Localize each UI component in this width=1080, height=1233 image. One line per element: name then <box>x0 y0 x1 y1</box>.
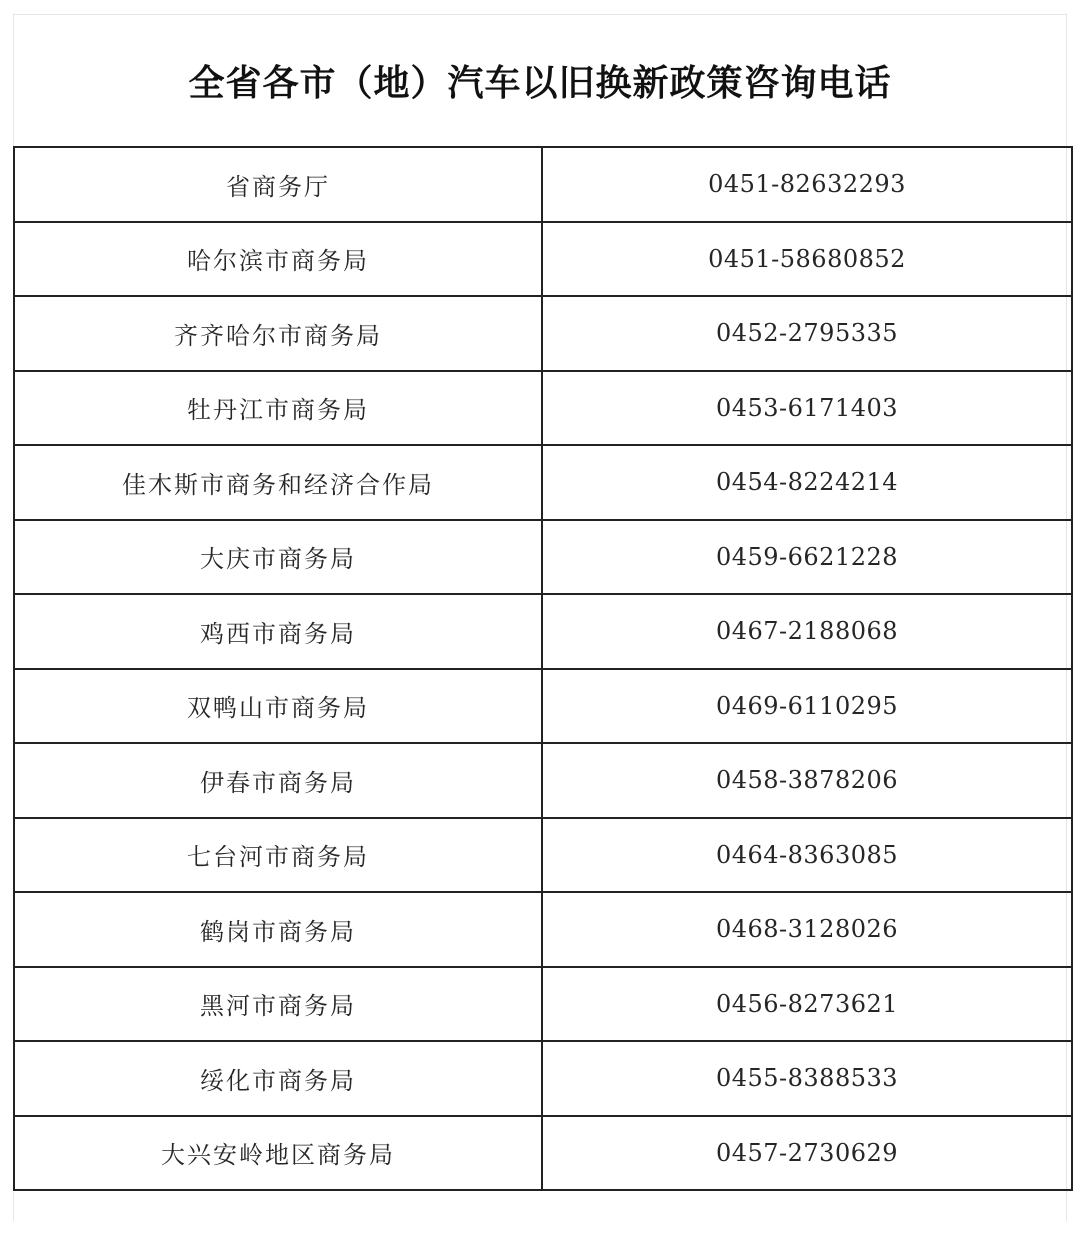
contacts-table <box>13 146 1073 1191</box>
org-name-cell: 鸡西市商务局 <box>14 594 542 669</box>
org-name-cell: 齐齐哈尔市商务局 <box>14 296 542 371</box>
org-name-cell: 省商务厅 <box>14 147 542 222</box>
phone-number-cell: 0464-8363085 <box>542 818 1072 893</box>
org-name-cell: 绥化市商务局 <box>14 1041 542 1116</box>
table-row <box>14 296 1072 371</box>
phone-number-cell: 0469-6110295 <box>542 669 1072 744</box>
phone-number-cell: 0455-8388533 <box>542 1041 1072 1116</box>
phone-number-cell: 0454-8224214 <box>542 445 1072 520</box>
org-name-cell: 大庆市商务局 <box>14 520 542 595</box>
table-row <box>14 669 1072 744</box>
contacts-table-body <box>14 147 1072 1190</box>
org-name-cell: 鹤岗市商务局 <box>14 892 542 967</box>
org-name-cell: 七台河市商务局 <box>14 818 542 893</box>
org-name-cell: 哈尔滨市商务局 <box>14 222 542 297</box>
phone-number-cell: 0457-2730629 <box>542 1116 1072 1191</box>
org-name-cell: 黑河市商务局 <box>14 967 542 1042</box>
org-name-cell: 大兴安岭地区商务局 <box>14 1116 542 1191</box>
phone-number-cell: 0451-58680852 <box>542 222 1072 297</box>
phone-number-cell: 0459-6621228 <box>542 520 1072 595</box>
phone-number-cell: 0458-3878206 <box>542 743 1072 818</box>
table-row <box>14 147 1072 222</box>
phone-number-cell: 0453-6171403 <box>542 371 1072 446</box>
table-row <box>14 743 1072 818</box>
org-name-cell: 佳木斯市商务和经济合作局 <box>14 445 542 520</box>
phone-number-cell: 0468-3128026 <box>542 892 1072 967</box>
phone-number-cell: 0467-2188068 <box>542 594 1072 669</box>
table-row <box>14 371 1072 446</box>
table-row <box>14 520 1072 595</box>
table-row <box>14 892 1072 967</box>
table-row <box>14 594 1072 669</box>
org-name-cell: 双鸭山市商务局 <box>14 669 542 744</box>
org-name-cell: 伊春市商务局 <box>14 743 542 818</box>
document-title: 全省各市（地）汽车以旧换新政策咨询电话 <box>188 62 892 104</box>
org-name-cell: 牡丹江市商务局 <box>14 371 542 446</box>
table-row <box>14 1116 1072 1191</box>
table-row <box>14 818 1072 893</box>
phone-number-cell: 0456-8273621 <box>542 967 1072 1042</box>
table-row <box>14 445 1072 520</box>
phone-number-cell: 0452-2795335 <box>542 296 1072 371</box>
phone-number-cell: 0451-82632293 <box>542 147 1072 222</box>
table-row <box>14 1041 1072 1116</box>
table-row <box>14 967 1072 1042</box>
table-row <box>14 222 1072 297</box>
